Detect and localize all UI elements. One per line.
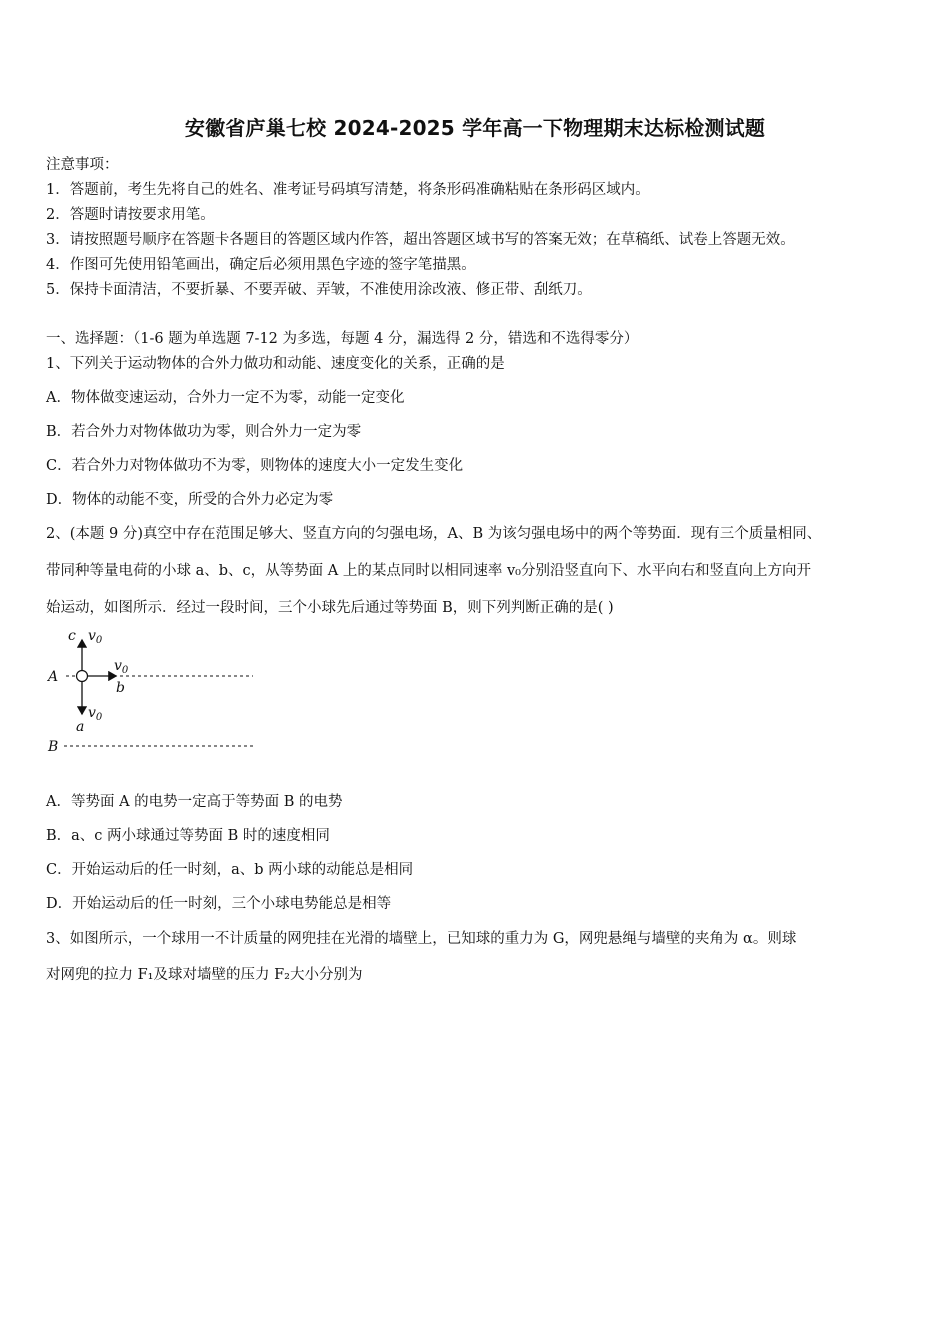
label-plane-a: A [48,669,59,685]
q1-option-b: B．若合外力对物体做功为零，则合外力一定为零 [46,424,362,440]
q2-stem-line1: 2、(本题 9 分)真空中存在范围足够大、竖直方向的匀强电场，A、B 为该匀强电场中的两个等势面．现有三个质量相同、 [46,526,822,542]
label-v0-down: $v_0$ [88,705,103,723]
label-ball-a: a [76,719,85,735]
notes-item-2: 2．答题时请按要求用笔。 [46,207,215,223]
equipotential-figure [46,622,266,757]
q2-stem-line2: 带同种等量电荷的小球 a、b、c，从等势面 A 上的某点同时以相同速率 v₀分别沿竖直向下、水平向右和竖直向上方向开 [46,563,811,579]
notes-item-3: 3．请按照题号顺序在答题卡各题目的答题区域内作答，超出答题区域书写的答案无效；在草稿纸、试卷上答题无效。 [46,232,795,248]
label-v0-right: $v_0$ [114,658,129,676]
ball-start-point [77,671,88,682]
notes-item-4: 4．作图可先使用铅笔画出，确定后必须用黑色字迹的签字笔描黑。 [46,257,476,273]
q1-option-a: A．物体做变速运动，合外力一定不为零，动能一定变化 [46,390,405,406]
q1-option-d: D．物体的动能不变，所受的合外力必定为零 [46,492,334,508]
q1-stem: 1、下列关于运动物体的合外力做功和动能、速度变化的关系，正确的是 [46,356,505,372]
notes-heading: 注意事项： [46,157,119,173]
q2-option-b: B．a、c 两小球通过等势面 B 时的速度相同 [46,828,330,844]
notes-item-1: 1．答题前，考生先将自己的姓名、准考证号码填写清楚，将条形码准确粘贴在条形码区域内。 [46,182,650,198]
q2-option-c: C．开始运动后的任一时刻，a、b 两小球的动能总是相同 [46,862,414,878]
q2-option-d: D．开始运动后的任一时刻，三个小球电势能总是相等 [46,896,392,912]
label-v0-up: $v_0$ [88,628,103,646]
q2-option-a: A．等势面 A 的电势一定高于等势面 B 的电势 [46,794,343,810]
q3-stem-line2: 对网兜的拉力 F₁及球对墙壁的压力 F₂大小分别为 [46,967,363,983]
q2-stem-line3: 始运动，如图所示．经过一段时间，三个小球先后通过等势面 B，则下列判断正确的是( ) [46,600,614,616]
page-title: 安徽省庐巢七校 2024-2025 学年高一下物理期末达标检测试题 [184,116,766,140]
q3-stem-line1: 3、如图所示，一个球用一不计质量的网兜挂在光滑的墙壁上，已知球的重力为 G，网兜悬绳与墙壁的夹角为 α。则球 [46,931,797,947]
label-ball-b: b [116,680,125,696]
section-heading: 一、选择题：（1-6 题为单选题 7-12 为多选，每题 4 分，漏选得 2 分，错选和不选得零分） [46,331,639,347]
label-plane-b: B [48,739,59,755]
label-ball-c: c [68,628,76,644]
q1-option-c: C．若合外力对物体做功不为零，则物体的速度大小一定发生变化 [46,458,464,474]
notes-item-5: 5．保持卡面清洁，不要折暴、不要弄破、弄皱，不准使用涂改液、修正带、刮纸刀。 [46,282,592,298]
